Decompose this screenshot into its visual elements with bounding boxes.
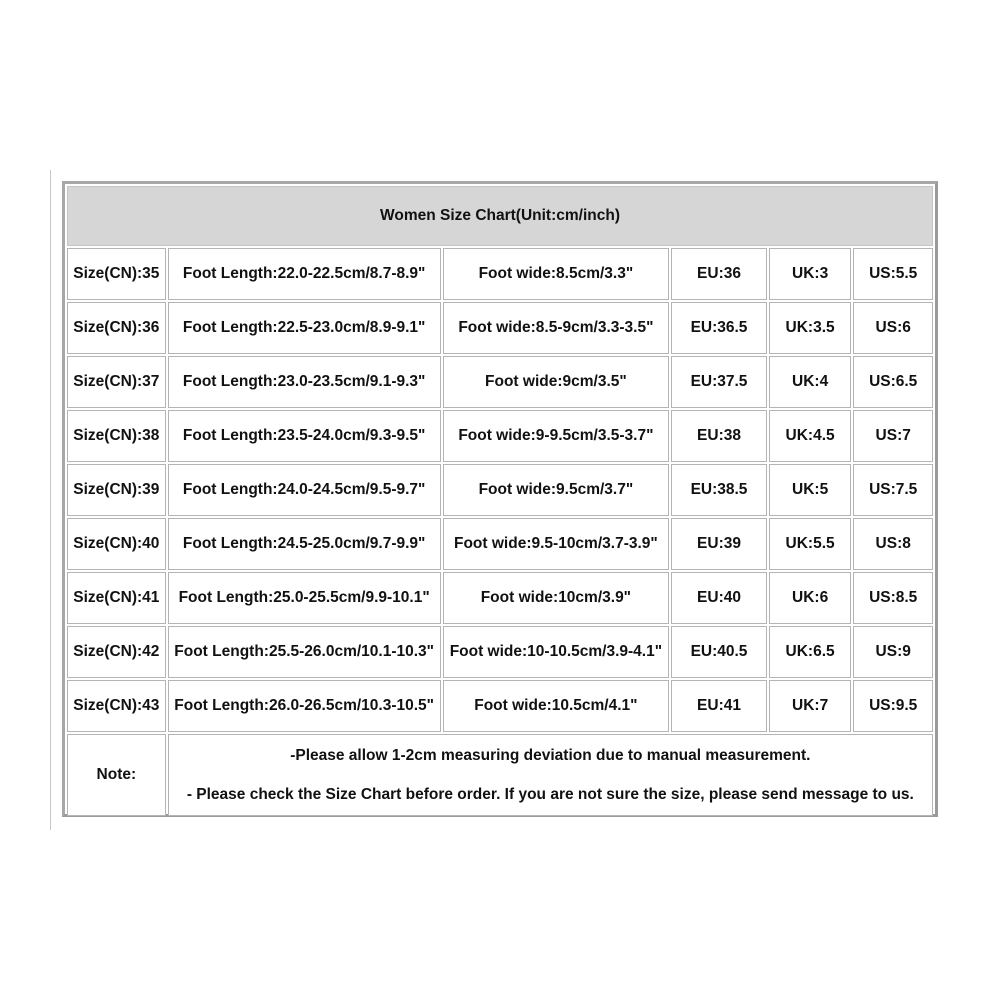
- eu-size-cell: EU:40.5: [671, 626, 767, 678]
- foot-length-cell: Foot Length:25.5-26.0cm/10.1-10.3": [168, 626, 441, 678]
- size-row: [67, 248, 933, 300]
- foot-length-cell: Foot Length:26.0-26.5cm/10.3-10.5": [168, 680, 441, 732]
- note-label: Note:: [67, 734, 166, 816]
- us-size-cell: US:7: [853, 410, 933, 462]
- eu-size-cell: EU:40: [671, 572, 767, 624]
- us-size-cell: US:6: [853, 302, 933, 354]
- chart-title: Women Size Chart(Unit:cm/inch): [67, 186, 933, 246]
- size-row: [67, 464, 933, 516]
- size-row: [67, 356, 933, 408]
- eu-size-cell: EU:37.5: [671, 356, 767, 408]
- us-size-cell: US:9.5: [853, 680, 933, 732]
- foot-wide-cell: Foot wide:9.5cm/3.7": [443, 464, 670, 516]
- us-size-cell: US:5.5: [853, 248, 933, 300]
- uk-size-cell: UK:6: [769, 572, 852, 624]
- size-cn-cell: Size(CN):38: [67, 410, 166, 462]
- foot-length-cell: Foot Length:24.5-25.0cm/9.7-9.9": [168, 518, 441, 570]
- size-row: [67, 680, 933, 732]
- title-row: [67, 186, 933, 246]
- foot-length-cell: Foot Length:22.5-23.0cm/8.9-9.1": [168, 302, 441, 354]
- size-row: [67, 626, 933, 678]
- foot-wide-cell: Foot wide:9cm/3.5": [443, 356, 670, 408]
- uk-size-cell: UK:5: [769, 464, 852, 516]
- size-cn-cell: Size(CN):43: [67, 680, 166, 732]
- uk-size-cell: UK:6.5: [769, 626, 852, 678]
- uk-size-cell: UK:7: [769, 680, 852, 732]
- foot-wide-cell: Foot wide:9.5-10cm/3.7-3.9": [443, 518, 670, 570]
- foot-wide-cell: Foot wide:10-10.5cm/3.9-4.1": [443, 626, 670, 678]
- size-cn-cell: Size(CN):42: [67, 626, 166, 678]
- note-line-check-chart: - Please check the Size Chart before order. If you are not sure the size, please send message to us.: [186, 786, 914, 803]
- note-spacer: [179, 765, 922, 785]
- size-chart-frame: [62, 181, 938, 817]
- uk-size-cell: UK:5.5: [769, 518, 852, 570]
- uk-size-cell: UK:4.5: [769, 410, 852, 462]
- size-cn-cell: Size(CN):40: [67, 518, 166, 570]
- us-size-cell: US:8: [853, 518, 933, 570]
- foot-length-cell: Foot Length:23.5-24.0cm/9.3-9.5": [168, 410, 441, 462]
- foot-wide-cell: Foot wide:8.5-9cm/3.3-3.5": [443, 302, 670, 354]
- foot-wide-cell: Foot wide:10cm/3.9": [443, 572, 670, 624]
- note-row: [67, 734, 933, 816]
- note-line-measurement: -Please allow 1-2cm measuring deviation due to manual measurement.: [290, 747, 811, 764]
- size-cn-cell: Size(CN):35: [67, 248, 166, 300]
- size-cn-cell: Size(CN):39: [67, 464, 166, 516]
- eu-size-cell: EU:36.5: [671, 302, 767, 354]
- size-row: [67, 302, 933, 354]
- size-cn-cell: Size(CN):36: [67, 302, 166, 354]
- size-cn-cell: Size(CN):41: [67, 572, 166, 624]
- us-size-cell: US:6.5: [853, 356, 933, 408]
- foot-length-cell: Foot Length:23.0-23.5cm/9.1-9.3": [168, 356, 441, 408]
- eu-size-cell: EU:41: [671, 680, 767, 732]
- uk-size-cell: UK:3: [769, 248, 852, 300]
- us-size-cell: US:9: [853, 626, 933, 678]
- eu-size-cell: EU:38.5: [671, 464, 767, 516]
- note-text-cell: [168, 734, 933, 816]
- size-row: [67, 572, 933, 624]
- eu-size-cell: EU:38: [671, 410, 767, 462]
- us-size-cell: US:7.5: [853, 464, 933, 516]
- size-row: [67, 518, 933, 570]
- us-size-cell: US:8.5: [853, 572, 933, 624]
- uk-size-cell: UK:4: [769, 356, 852, 408]
- size-row: [67, 410, 933, 462]
- foot-wide-cell: Foot wide:10.5cm/4.1": [443, 680, 670, 732]
- uk-size-cell: UK:3.5: [769, 302, 852, 354]
- foot-length-cell: Foot Length:25.0-25.5cm/9.9-10.1": [168, 572, 441, 624]
- foot-length-cell: Foot Length:24.0-24.5cm/9.5-9.7": [168, 464, 441, 516]
- foot-wide-cell: Foot wide:8.5cm/3.3": [443, 248, 670, 300]
- eu-size-cell: EU:39: [671, 518, 767, 570]
- foot-length-cell: Foot Length:22.0-22.5cm/8.7-8.9": [168, 248, 441, 300]
- left-divider-line: [50, 170, 51, 830]
- eu-size-cell: EU:36: [671, 248, 767, 300]
- foot-wide-cell: Foot wide:9-9.5cm/3.5-3.7": [443, 410, 670, 462]
- size-chart-table: [65, 184, 935, 818]
- size-cn-cell: Size(CN):37: [67, 356, 166, 408]
